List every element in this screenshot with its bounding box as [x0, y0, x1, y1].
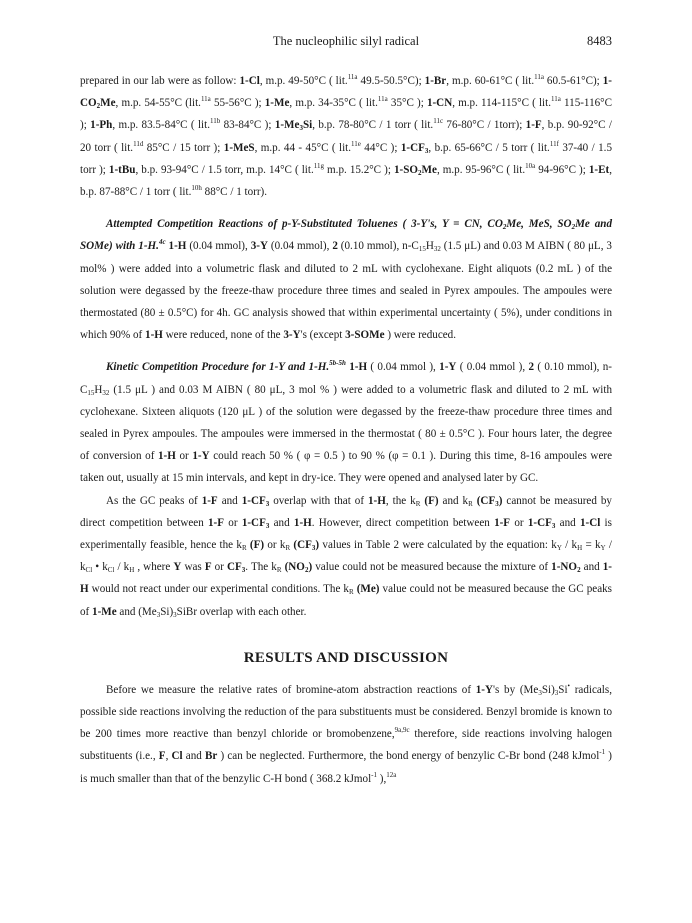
section-heading: RESULTS AND DISCUSSION — [243, 649, 449, 666]
melting-points-paragraph: prepared in our lab were as follow: 1-Cl, m.p. 49-50°C ( lit.$^{11a}$ 49.5-50.5°C); 1-Br, m.p. 60-61°C ( lit.$^{11a}$ 60.5-61°C); $1-CO_2Me$, m.p. 54-55°C (lit.$^{11a}$ 55-56°C ); 1-Me, m.p. 34-35°C ( lit.$^{11a}$ 35°C ); 1-CN, m.p. 114-115°C ( lit.$^{11a}$ 115-116°C ); 1-Ph, m.p. 83.5-84°C ( lit.$^{11b}$ 83-84°C ); $1-Me_3Si$, b.p. 78-80°C / 1 torr ( lit.$^{11c}$ 76-80°C / 1torr); 1-F, b.p. 90-92°C / 20 torr ( lit.$^{11d}$ 85°C / 15 torr ); 1-MeS, m.p. 44 - 45°C ( lit.$^{11e}$ 44°C ); $1-CF_3$, b.p. 65-66°C / 5 torr ( lit.$^{11f}$ 37-40 / 1.5 torr ); 1-tBu, b.p. 93-94°C / 1.5 torr, m.p. 14°C ( lit.$^{11g}$ m.p. 15.2°C ); $1-SO_2Me$, m.p. 95-96°C ( lit.$^{10a}$ 94-96°C ); 1-Et, b.p. 87-88°C / 1 torr ( lit.$^{10h}$ 88°C / 1 torr). — [80, 73, 612, 199]
discussion-paragraph: Before we measure the relative rates of bromine-atom abstraction reactions of 1-Y's by $(Me_3Si)_3Si^•$ radicals, possible side reactions involving the reduction of the para substituents must be considered. Benzyl bromide is known to be 200 times more reactive than benzyl chloride or bromobenzene,$^{9a,9c}$ therefore, side reactions involving halogen substituents (i.e., F, Cl and Br ) can be neglected. Furthermore, the bond energy of benzylic C-Br bond (248 kJmol$^{-1}$ ) is much smaller than that of the benzylic C-H bond ( 368.2 kJmol$^{-1}$ ),$^{12a}$ — [80, 681, 612, 785]
article-body — [80, 70, 612, 790]
kinetic-procedure-paragraph: Kinetic Competition Procedure for 1-Y and 1-H.$^{5b-5h}$ 1-H ( 0.04 mmol ), 1-Y ( 0.04 mmol ), 2 ( 0.10 mmol), $n-C_{15}H_{32}$ (1.5 μL ) and 0.03 M AIBN ( 80 μL, 3 mol % ) were added to a volumetric flask and diluted to 2 mL with cyclohexane. Sixteen aliquots (120 μL ) of the solution were degassed by the freeze-thaw procedure three times and sealed in Pyrex ampoules. The ampoules were immersed in the thermostat ( 80 ± 0.5°C ). Four hours later, the degree of conversion of 1-H or 1-Y could reach 50 % ( φ = 0.5 ) to 90 % (φ = 0.1 ). During this time, 8-16 ampoules were taken out, usually at 15 min intervals, and kept in dry-ice. They were opened and analysed later by GC. — [80, 359, 612, 485]
running-title: The nucleophilic silyl radical — [272, 34, 420, 48]
gc-overlap-paragraph: As the GC peaks of 1-F and $1-CF_3$ overlap with that of 1-H, the $k_R$ (F) and $k_R$ $(CF_3)$ cannot be measured by direct competition between 1-F or $1-CF_3$ and 1-H. However, direct competition between 1-F or $1-CF_3$ and 1-Cl is experimentally feasible, hence the $k_R$ (F) or $k_R$ $(CF_3)$ values in Table 2 were calculated by the equation: $k_Y / k_H = k_Y / k_{Cl}$ • $k_{Cl} / k_H$ , where Y was F or $CF_3$. The $k_R$ $(NO_2)$ value could not be measured because the mixture of $1-NO_2$ and 1-H would not react under our experimental conditions. The $k_R$ (Me) value could not be measured because the GC peaks of 1-Me and $(Me_3Si)_3SiBr$ overlap with each other. — [80, 494, 612, 619]
page-number: 8483 — [587, 34, 612, 48]
competition-procedure-paragraph: Attempted Competition Reactions of p-Y-Substituted Toluenes ( 3-Y's, Y = CN, $CO_2Me$, MeS, $SO_2Me$ and SOMe) with 1-H.$^{4c}$ 1-H (0.04 mmol), 3-Y (0.04 mmol), 2 (0.10 mmol), $n-C_{15}H_{32}$ (1.5 μL) and 0.03 M AIBN ( 80 μL, 3 mol% ) were added into a volumetric flask and diluted to 2 mL with cyclohexane. Eight aliquots (0.2 mL ) of the solution were degassed by the freeze-thaw procedure three times and sealed in Pyrex ampoules. The ampoules were thermostated (80 ± 0.5°C) for 4h. GC analysis showed that within experimental uncertainty ( 5%), under conditions in which 90% of 1-H were reduced, none of the 3-Y's (except 3-SOMe ) were reduced. — [80, 218, 612, 342]
